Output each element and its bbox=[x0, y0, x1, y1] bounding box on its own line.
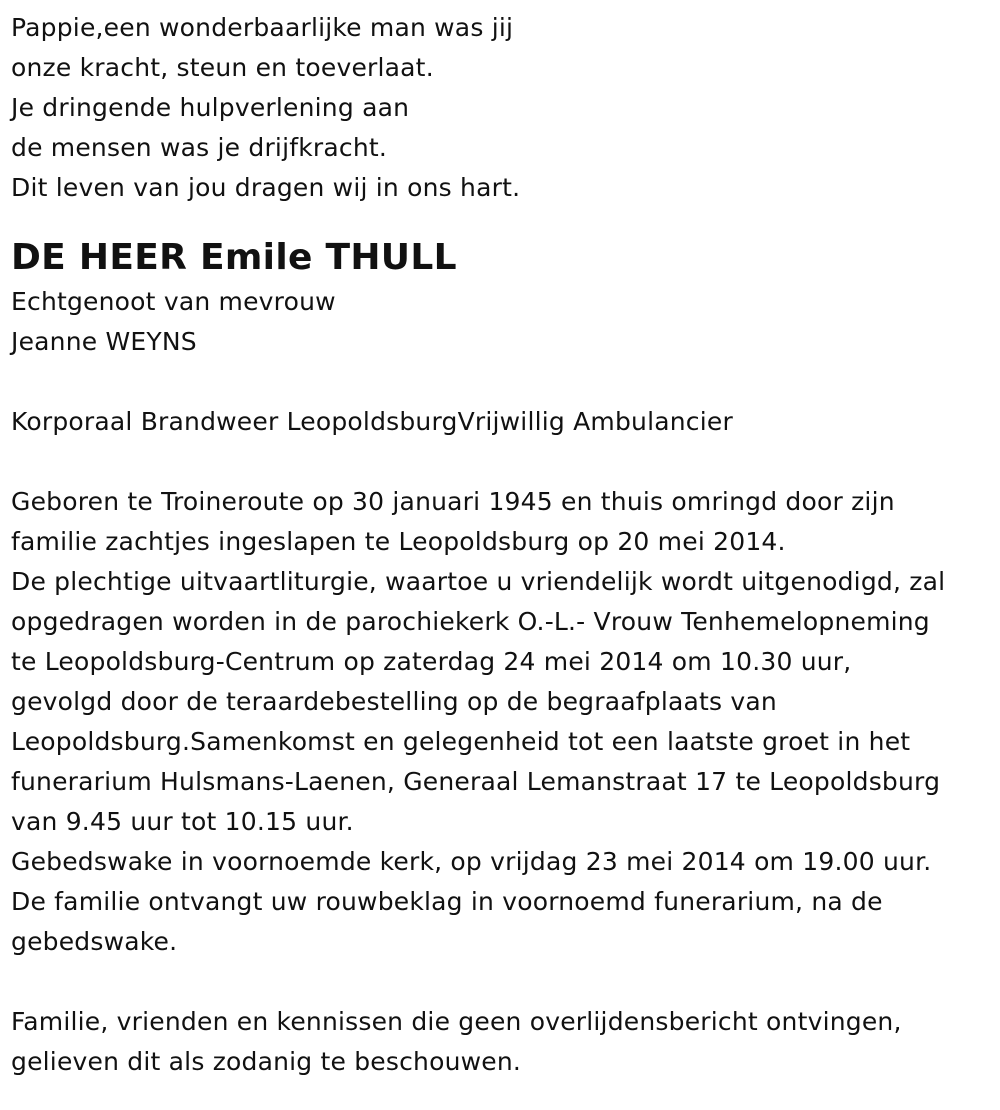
spouse-name: Jeanne WEYNS bbox=[11, 327, 197, 356]
announcement-line: funerarium Hulsmans-Laenen, Generaal Lemanstraat 17 te Leopoldsburg bbox=[11, 767, 941, 796]
spouse-info bbox=[11, 282, 996, 362]
announcement-line: van 9.45 uur tot 10.15 uur. bbox=[11, 807, 354, 836]
announcement-line: gevolgd door de teraardebestelling op de begraafplaats van bbox=[11, 687, 777, 716]
announcement-line: De plechtige uitvaartliturgie, waartoe u vriendelijk wordt uitgenodigd, zal bbox=[11, 567, 946, 596]
announcement-line: Gebedswake in voornoemde kerk, op vrijdag 23 mei 2014 om 19.00 uur. bbox=[11, 847, 932, 876]
announcement-line: familie zachtjes ingeslapen te Leopoldsburg op 20 mei 2014. bbox=[11, 527, 786, 556]
announcement-line: Leopoldsburg.Samenkomst en gelegenheid tot een laatste groet in het bbox=[11, 727, 911, 756]
deceased-name: DE HEER Emile THULL bbox=[11, 237, 457, 278]
announcement-line: De familie ontvangt uw rouwbeklag in voornoemd funerarium, na de bbox=[11, 887, 883, 916]
poem-line: de mensen was je drijfkracht. bbox=[11, 133, 388, 162]
closing-line: gelieven dit als zodanig te beschouwen. bbox=[11, 1047, 522, 1076]
spouse-line: Echtgenoot van mevrouw bbox=[11, 287, 336, 316]
poem-line: Dit leven van jou dragen wij in ons hart. bbox=[11, 173, 521, 202]
poem bbox=[11, 8, 996, 208]
spacer bbox=[11, 962, 996, 1002]
spacer bbox=[11, 362, 996, 402]
poem-line: Pappie,een wonderbaarlijke man was jij bbox=[11, 13, 514, 42]
closing-line: Familie, vrienden en kennissen die geen overlijdensbericht ontvingen, bbox=[11, 1007, 902, 1036]
spacer bbox=[11, 442, 996, 482]
announcement bbox=[11, 482, 996, 962]
announcement-line: te Leopoldsburg-Centrum op zaterdag 24 mei 2014 om 10.30 uur, bbox=[11, 647, 852, 676]
obituary-notice bbox=[11, 8, 996, 1082]
announcement-line: opgedragen worden in de parochiekerk O.-L.- Vrouw Tenhemelopneming bbox=[11, 607, 930, 636]
announcement-line: Geboren te Troineroute op 30 januari 1945 en thuis omringd door zijn bbox=[11, 487, 895, 516]
announcement-line: gebedswake. bbox=[11, 927, 178, 956]
poem-line: Je dringende hulpverlening aan bbox=[11, 93, 410, 122]
occupation: Korporaal Brandweer LeopoldsburgVrijwillig Ambulancier bbox=[11, 407, 733, 436]
closing-note bbox=[11, 1002, 996, 1082]
poem-line: onze kracht, steun en toeverlaat. bbox=[11, 53, 434, 82]
